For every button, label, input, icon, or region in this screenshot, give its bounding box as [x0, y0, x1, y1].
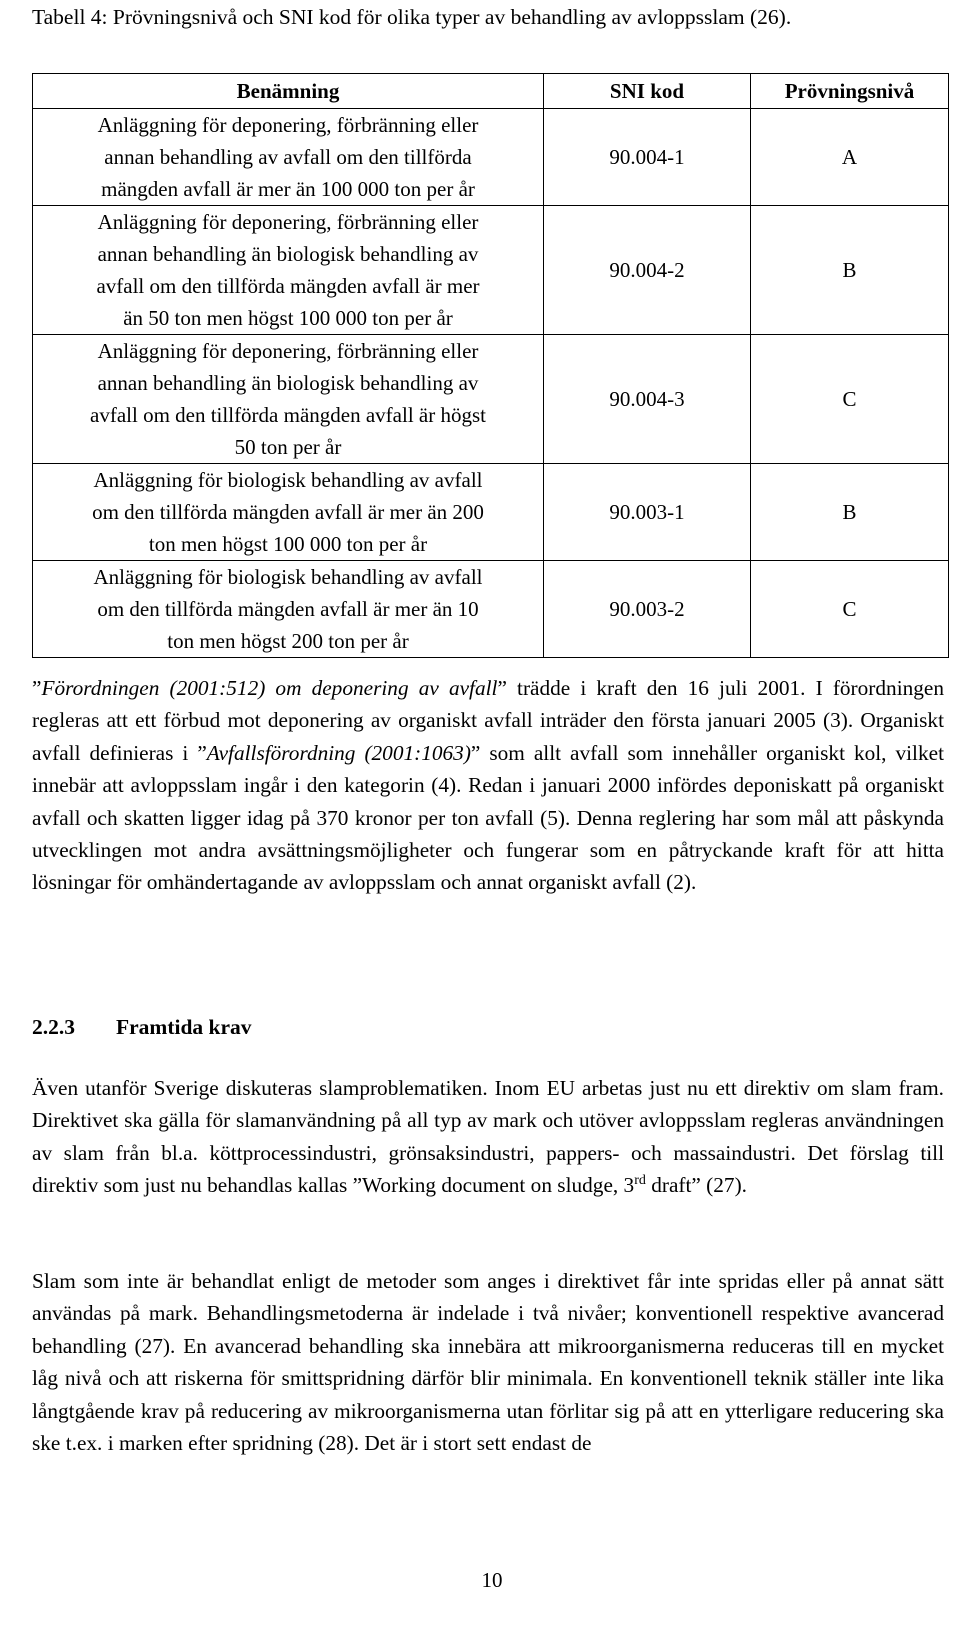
open-quote: ”	[32, 676, 42, 700]
description-line: om den tillförda mängden avfall är mer än 10	[97, 597, 479, 621]
description-line: ton men högst 100 000 ton per år	[148, 532, 428, 556]
paragraph-text: som allt avfall som innehåller organiskt kol, vilket innebär att avloppsslam ingår i den kategorin (4). Redan i januari 2000 infördes deponiskatt på organiskt avfall och skatten ligger idag på 370 kronor per ton avfall (5). Denna reglering har som mål att påskynda utvecklingen mot andra avsättningsmöjligheter och fungerar som en påtryckande kraft för att hitta lösningar för omhändertagande av avloppsslam och annat organiskt avfall (2).	[32, 740, 944, 895]
description-line: Anläggning för deponering, förbränning eller	[97, 339, 479, 363]
close-quote: ”	[470, 740, 481, 765]
close-quote: ”	[497, 676, 507, 700]
description-line: annan behandling än biologisk behandling av	[97, 242, 479, 266]
description-line: mängden avfall är mer än 100 000 ton per år	[101, 177, 475, 201]
table-row	[33, 335, 949, 464]
row-description	[33, 464, 544, 561]
row-level: C	[751, 335, 949, 464]
description-line: ton men högst 200 ton per år	[167, 629, 409, 653]
regulation-title: Förordningen (2001:512) om deponering av avfall	[41, 676, 498, 700]
table-row	[33, 561, 949, 658]
description-line: avfall om den tillförda mängden avfall är högst	[90, 403, 486, 427]
paragraph-treatment: Slam som inte är behandlat enligt de metoder som anges i direktivet får inte spridas eller på annat sätt användas på mark. Behandlingsmetoderna är indelade i två nivåer; konventionell respektive avancerad behandling (27). En avancerad behandling ska innebära att mikroorganismerna reduceras till en mycket låg nivå och att riskerna för smittspridning därför blir minimala. En konventionell teknik ställer inte lika långtgående krav på reducering av mikroorganismerna utan förlitar sig på att en ytterligare reducering ska ske t.ex. i marken efter spridning (28). Det är i stort sett endast de	[32, 1269, 944, 1456]
open-quote: ”	[197, 740, 207, 765]
description-line: Anläggning för biologisk behandling av avfall	[93, 468, 483, 492]
row-description	[33, 335, 544, 464]
row-sni-code: 90.004-1	[544, 109, 751, 206]
document-page	[32, 0, 952, 1648]
description-line: än 50 ton men högst 100 000 ton per år	[123, 306, 453, 330]
table-row	[33, 206, 949, 335]
section-title: Framtida krav	[116, 1015, 252, 1039]
row-level: B	[751, 464, 949, 561]
table-row	[33, 464, 949, 561]
row-sni-code: 90.003-2	[544, 561, 751, 658]
description-line: 50 ton per år	[234, 435, 342, 459]
description-line: avfall om den tillförda mängden avfall är mer	[96, 274, 480, 298]
row-sni-code: 90.004-2	[544, 206, 751, 335]
description-line: Anläggning för biologisk behandling av avfall	[93, 565, 483, 589]
section-heading	[32, 1015, 252, 1040]
table-row	[33, 109, 949, 206]
header-benamning: Benämning	[33, 74, 544, 109]
description-line: Anläggning för deponering, förbränning eller	[97, 210, 479, 234]
row-description	[33, 561, 544, 658]
header-sni-kod: SNI kod	[544, 74, 751, 109]
regulation-title: Avfallsförordning (2001:1063)	[206, 740, 471, 765]
paragraph-text: draft” (27).	[645, 1173, 747, 1198]
row-level: A	[751, 109, 949, 206]
table-caption: Tabell 4: Prövningsnivå och SNI kod för olika typer av behandling av avloppsslam (26).	[32, 5, 792, 29]
superscript: rd	[634, 1173, 646, 1189]
row-level: C	[751, 561, 949, 658]
sni-table	[32, 73, 949, 658]
row-sni-code: 90.004-3	[544, 335, 751, 464]
section-number: 2.2.3	[32, 1015, 75, 1039]
paragraph-text: trädde i kraft den 16 juli 2001. I förordningen regleras att ett förbud mot deponering av organiskt avfall inträder den första januari 2005 (3). Organiskt avfall definieras i	[32, 676, 945, 765]
header-provningsniva: Prövningsnivå	[751, 74, 949, 109]
description-line: Anläggning för deponering, förbränning eller	[97, 113, 479, 137]
paragraph-eu-directive	[32, 1072, 944, 1202]
row-level: B	[751, 206, 949, 335]
row-description	[33, 206, 544, 335]
page-number: 10	[481, 1568, 503, 1592]
description-line: om den tillförda mängden avfall är mer än 200	[92, 500, 484, 524]
row-sni-code: 90.003-1	[544, 464, 751, 561]
paragraph-text: Även utanför Sverige diskuteras slamproblematiken. Inom EU arbetas just nu ett direktiv om slam fram. Direktivet ska gälla för slamanvändning på all typ av mark och utöver avloppsslam regleras användningen av slam från bl.a. köttprocessindustri, grönsaksindustri, pappers- och massaindustri. Det förslag till direktiv som just nu behandlas kallas ”Working document on sludge, 3	[32, 1076, 944, 1198]
row-description	[33, 109, 544, 206]
description-line: annan behandling av avfall om den tillförda	[104, 145, 472, 169]
table-header-row	[33, 74, 949, 109]
paragraph-regulation	[32, 672, 944, 899]
description-line: annan behandling än biologisk behandling av	[97, 371, 479, 395]
